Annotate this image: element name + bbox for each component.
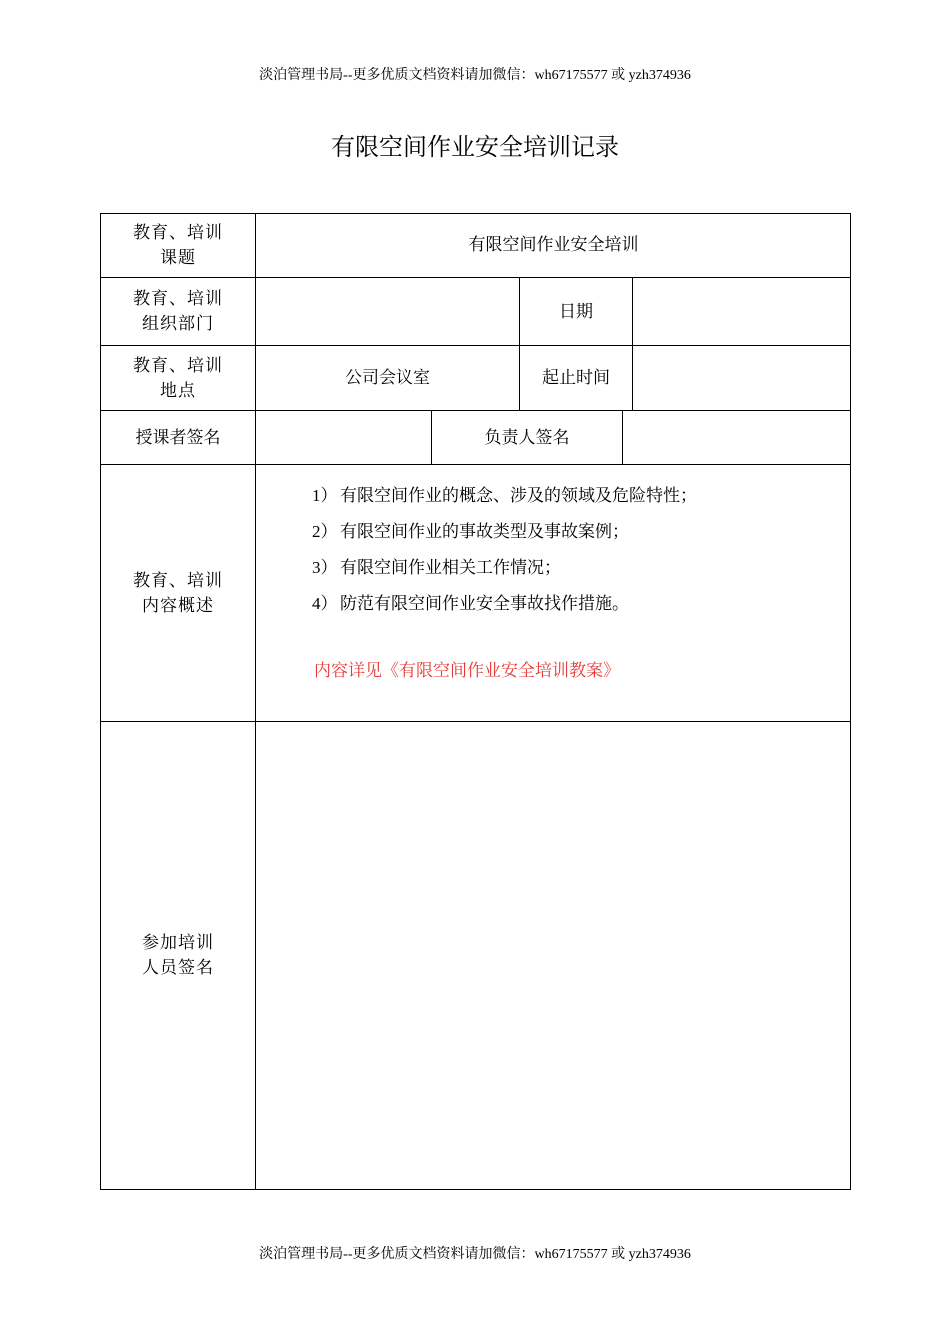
trainer-signature-label: 授课者签名 [135,427,221,448]
attendee-label-line2: 人员签名 [142,958,214,978]
topic-label-line1: 教育、培训 [133,222,223,243]
list-item-number: 2） [312,522,338,541]
list-item-text: 防范有限空间作业安全事故找作措施。 [340,594,629,614]
list-item [312,555,697,591]
manager-signature-field[interactable] [623,411,851,465]
place-label-line1: 教育、培训 [133,355,223,376]
list-item [312,483,697,519]
list-item [312,591,697,627]
content-label-line1: 教育、培训 [133,570,223,591]
content-summary-label [100,465,256,722]
list-item-text: 有限空间作业的事故类型及事故案例； [340,522,629,542]
content-summary-list [312,483,697,627]
time-label: 起止时间 [542,368,610,388]
date-label: 日期 [559,301,593,322]
topic-value[interactable]: 有限空间作业安全培训 [468,235,639,255]
place-value[interactable]: 公司会议室 [345,368,430,388]
list-item-text: 有限空间作业相关工作情况； [340,558,561,578]
list-item [312,519,697,555]
document-title: 有限空间作业安全培训记录 [331,133,619,161]
place-label-line2: 地点 [160,380,196,401]
topic-label-line2: 课题 [160,247,196,268]
footer-note: 淡泊管理书局--更多优质文档资料请加微信：wh67175577 或 yzh374936 [259,1247,691,1262]
org-label-line1: 教育、培训 [133,289,223,309]
list-item-number: 4） [312,594,338,613]
attendee-signature-label [100,722,256,1190]
header-note: 淡泊管理书局--更多优质文档资料请加微信：wh67175577 或 yzh374936 [259,68,691,83]
time-value-field[interactable] [633,346,851,411]
manager-signature-label: 负责人签名 [484,427,570,448]
attendee-signature-area[interactable] [256,722,851,1190]
date-value-field[interactable] [633,278,851,346]
org-label-line2: 组织部门 [142,314,214,334]
trainer-signature-field[interactable] [256,411,431,465]
org-value-field[interactable] [256,278,519,346]
attendee-label-line1: 参加培训 [142,933,214,953]
list-item-number: 3） [312,558,338,577]
topic-label [100,213,256,278]
place-label [100,346,256,411]
org-label [100,278,256,346]
list-item-number: 1） [312,486,338,505]
list-item-text: 有限空间作业的概念、涉及的领域及危险特性； [340,486,697,506]
content-label-line2: 内容概述 [142,595,214,616]
content-reference-note: 内容详见《有限空间作业安全培训教案》 [314,661,620,681]
